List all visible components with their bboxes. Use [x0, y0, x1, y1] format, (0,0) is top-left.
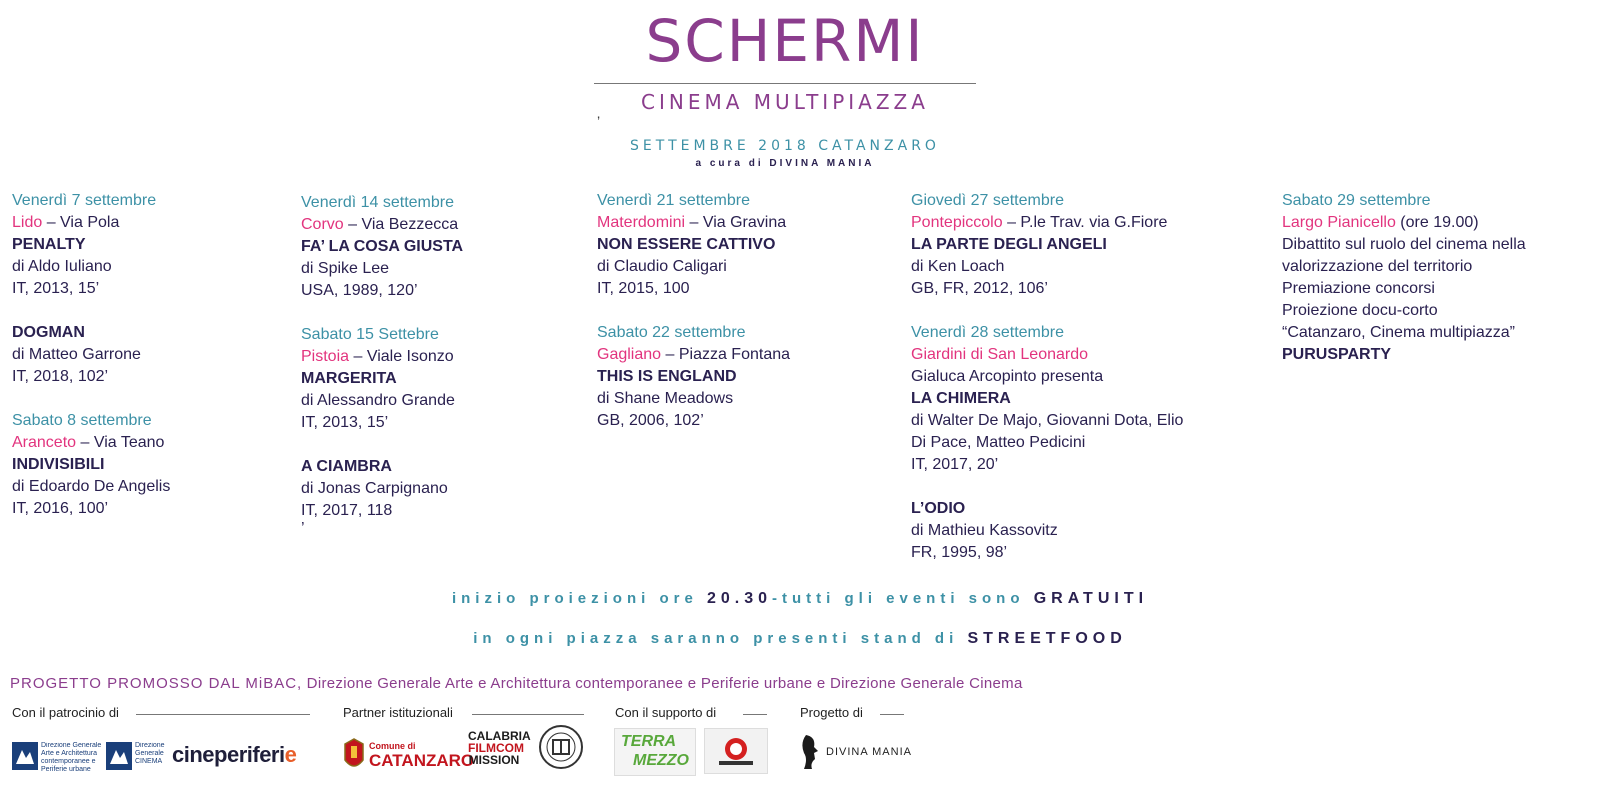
film-title: NON ESSERE CATTIVO: [597, 236, 776, 253]
film-info: IT, 2018, 102’: [12, 368, 109, 385]
program-line: valorizzazione del territorio: [1282, 258, 1473, 275]
credits-promoted: PROGETTO PROMOSSO DAL MiBAC,: [10, 675, 303, 692]
divina-mania-logo: [800, 733, 930, 773]
event-title: SCHERMI: [645, 7, 925, 75]
event-location: [12, 432, 282, 454]
support-divider: [743, 714, 767, 715]
event-day: Sabato 22 settembre: [597, 324, 746, 341]
event-place: Corvo: [301, 216, 344, 233]
circular-seal-logo: [538, 724, 584, 770]
party-title: PURUSPARTY: [1282, 346, 1392, 363]
notice-text: in ogni piazza saranno presenti stand di: [473, 630, 968, 647]
event-address: – Via Bezzecca: [343, 216, 459, 233]
event-address: – Piazza Fontana: [661, 346, 791, 363]
filmcom-text: FILMCOM: [468, 741, 524, 755]
film-title: PENALTY: [12, 236, 86, 253]
film-director: di Walter De Majo, Giovanni Dota, Elio: [911, 412, 1184, 429]
program-line: “Catanzaro, Cinema multipiazza”: [1282, 324, 1515, 341]
terra-di-mezzo-logo: [614, 728, 696, 776]
event-day: Venerdì 7 settembre: [12, 192, 157, 209]
event-address: – Via Teano: [76, 434, 165, 451]
stray-mark: ’: [597, 113, 601, 129]
event-location: [597, 212, 887, 234]
streetfood-notice: [0, 630, 1600, 648]
event-place: Lido: [12, 214, 43, 231]
schedule-column-4: [911, 190, 1241, 564]
film-info: IT, 2017, 20’: [911, 456, 999, 473]
schedule-column-3: [597, 190, 887, 432]
film-info: GB, 2006, 102’: [597, 412, 704, 429]
film-info: FR, 1995, 98’: [911, 544, 1008, 561]
partners-divider: [472, 714, 584, 715]
event-place: Gagliano: [597, 346, 662, 363]
cineperiferie-text: cineperiferi: [172, 742, 285, 767]
patronage-label: Con il patrocinio di: [12, 705, 119, 720]
comune-big-text: CATANZARO: [369, 751, 475, 770]
event-place: Pistoia: [301, 348, 350, 365]
film-director: di Ken Loach: [911, 258, 1005, 275]
event-location: [597, 344, 887, 366]
film-info: IT, 2016, 100’: [12, 500, 109, 517]
coat-of-arms-icon: [343, 738, 365, 772]
calabria-film-commission-logo: [468, 729, 531, 767]
event-time: (ore 19.00): [1395, 214, 1479, 231]
film-title: INDIVISIBILI: [12, 456, 105, 473]
event-location: [911, 212, 1241, 234]
event-address: – Viale Isonzo: [349, 348, 454, 365]
comune-catanzaro-logo: [343, 738, 475, 774]
program-line: Dibattito sul ruolo del cinema nella: [1282, 236, 1526, 253]
event-place: Giardini di San Leonardo: [911, 346, 1089, 363]
screening-notice: [0, 590, 1600, 608]
notice-streetfood: STREETFOOD: [967, 630, 1127, 647]
divina-mania-text: DIVINA MANIA: [826, 746, 912, 758]
event-dateline: SETTEMBRE 2018 CATANZARO: [630, 138, 940, 154]
event-subtitle: CINEMA MULTIPIAZZA: [641, 90, 929, 114]
film-director-cont: Di Pace, Matteo Pedicini: [911, 434, 1086, 451]
dg-arte-text: Direzione Generale Arte e Architettura contemporanee e Periferie urbane: [41, 742, 102, 772]
project-credits: [10, 675, 1023, 692]
calabria-text: CALABRIA: [468, 729, 531, 743]
event-address: – Via Gravina: [685, 214, 787, 231]
support-label: Con il supporto di: [615, 705, 717, 720]
event-place: Materdomini: [597, 214, 686, 231]
film-info: IT, 2017, 118: [301, 502, 393, 519]
stray-mark: ’: [301, 520, 305, 537]
title-divider: [594, 83, 976, 84]
event-address: – Via Pola: [42, 214, 120, 231]
schedule-column-5: [1282, 190, 1592, 366]
event-place: Pontepiccolo: [911, 214, 1003, 231]
film-title: FA’ LA COSA GIUSTA: [301, 238, 464, 255]
partners-label: Partner istituzionali: [343, 705, 453, 720]
mission-text: MISSION: [468, 753, 520, 767]
dg-cinema-text: Direzione Generale CINEMA: [135, 742, 165, 765]
event-day: Venerdì 21 settembre: [597, 192, 750, 209]
seal-icon: [538, 724, 584, 770]
schedule-column-1: [12, 190, 282, 520]
event-location: [12, 212, 282, 234]
film-info: GB, FR, 2012, 106’: [911, 280, 1048, 297]
event-day: Sabato 29 settembre: [1282, 192, 1431, 209]
mibac-emblem-icon: [106, 742, 132, 770]
credits-directorates: Direzione Generale Arte e Architettura contemporanee e Periferie urbane e Direzione Generale Cinema: [302, 675, 1023, 692]
event-day: Sabato 15 Settebre: [301, 326, 439, 343]
project-divider: [880, 714, 904, 715]
film-title: LA CHIMERA: [911, 390, 1011, 407]
terra-text: TERRA: [621, 733, 677, 750]
supporter-badge-icon: [705, 729, 767, 773]
mezzo-text: MEZZO: [633, 752, 689, 769]
film-director: di Aldo Iuliano: [12, 258, 112, 275]
film-info: IT, 2013, 15’: [12, 280, 100, 297]
film-director: di Spike Lee: [301, 260, 390, 277]
event-location: [1282, 212, 1592, 234]
event-location: [301, 214, 581, 236]
film-title: A CIAMBRA: [301, 458, 392, 475]
notice-text: inizio proiezioni ore: [451, 590, 707, 607]
patronage-divider: [136, 714, 310, 715]
film-director: di Mathieu Kassovitz: [911, 522, 1058, 539]
face-profile-icon: [800, 733, 822, 771]
comune-small-text: Comune di: [369, 741, 416, 751]
film-director: di Alessandro Grande: [301, 392, 455, 409]
event-place: Aranceto: [12, 434, 77, 451]
dg-cinema-logo: [106, 740, 168, 772]
cineperiferie-accent: e: [284, 742, 297, 767]
film-director: di Shane Meadows: [597, 390, 734, 407]
film-title: LA PARTE DEGLI ANGELI: [911, 236, 1107, 253]
event-presenter: Gialuca Arcopinto presenta: [911, 368, 1104, 385]
film-title: MARGERITA: [301, 370, 397, 387]
film-info: IT, 2015, 100: [597, 280, 690, 297]
program-line: Premiazione concorsi: [1282, 280, 1435, 297]
event-location: [301, 346, 581, 368]
notice-time: 20.30: [706, 590, 773, 607]
curated-by: a cura di DIVINA MANIA: [695, 158, 875, 169]
supporter-badge-logo: [704, 728, 768, 774]
event-address: – P.le Trav. via G.Fiore: [1002, 214, 1168, 231]
film-title: L’ODIO: [911, 500, 966, 517]
film-info: USA, 1989, 120’: [301, 282, 418, 299]
film-director: di Jonas Carpignano: [301, 480, 448, 497]
film-director: di Claudio Caligari: [597, 258, 727, 275]
project-label: Progetto di: [800, 705, 863, 720]
event-day: Venerdì 28 settembre: [911, 324, 1064, 341]
notice-text: -tutti gli eventi sono: [772, 590, 1034, 607]
event-day: Venerdì 14 settembre: [301, 194, 454, 211]
notice-free: GRATUITI: [1033, 590, 1149, 607]
mibac-emblem-icon: [12, 742, 38, 770]
event-place: Largo Pianicello: [1282, 214, 1396, 231]
program-line: Proiezione docu-corto: [1282, 302, 1438, 319]
schedule-column-2: [301, 192, 581, 536]
dg-arte-logo: [12, 740, 104, 772]
film-director: di Edoardo De Angelis: [12, 478, 171, 495]
film-title: THIS IS ENGLAND: [597, 368, 737, 385]
event-day: Giovedì 27 settembre: [911, 192, 1064, 209]
film-info: IT, 2013, 15’: [301, 414, 389, 431]
event-day: Sabato 8 settembre: [12, 412, 152, 429]
film-title: DOGMAN: [12, 324, 85, 341]
cineperiferie-logo: [172, 742, 296, 768]
film-director: di Matteo Garrone: [12, 346, 141, 363]
